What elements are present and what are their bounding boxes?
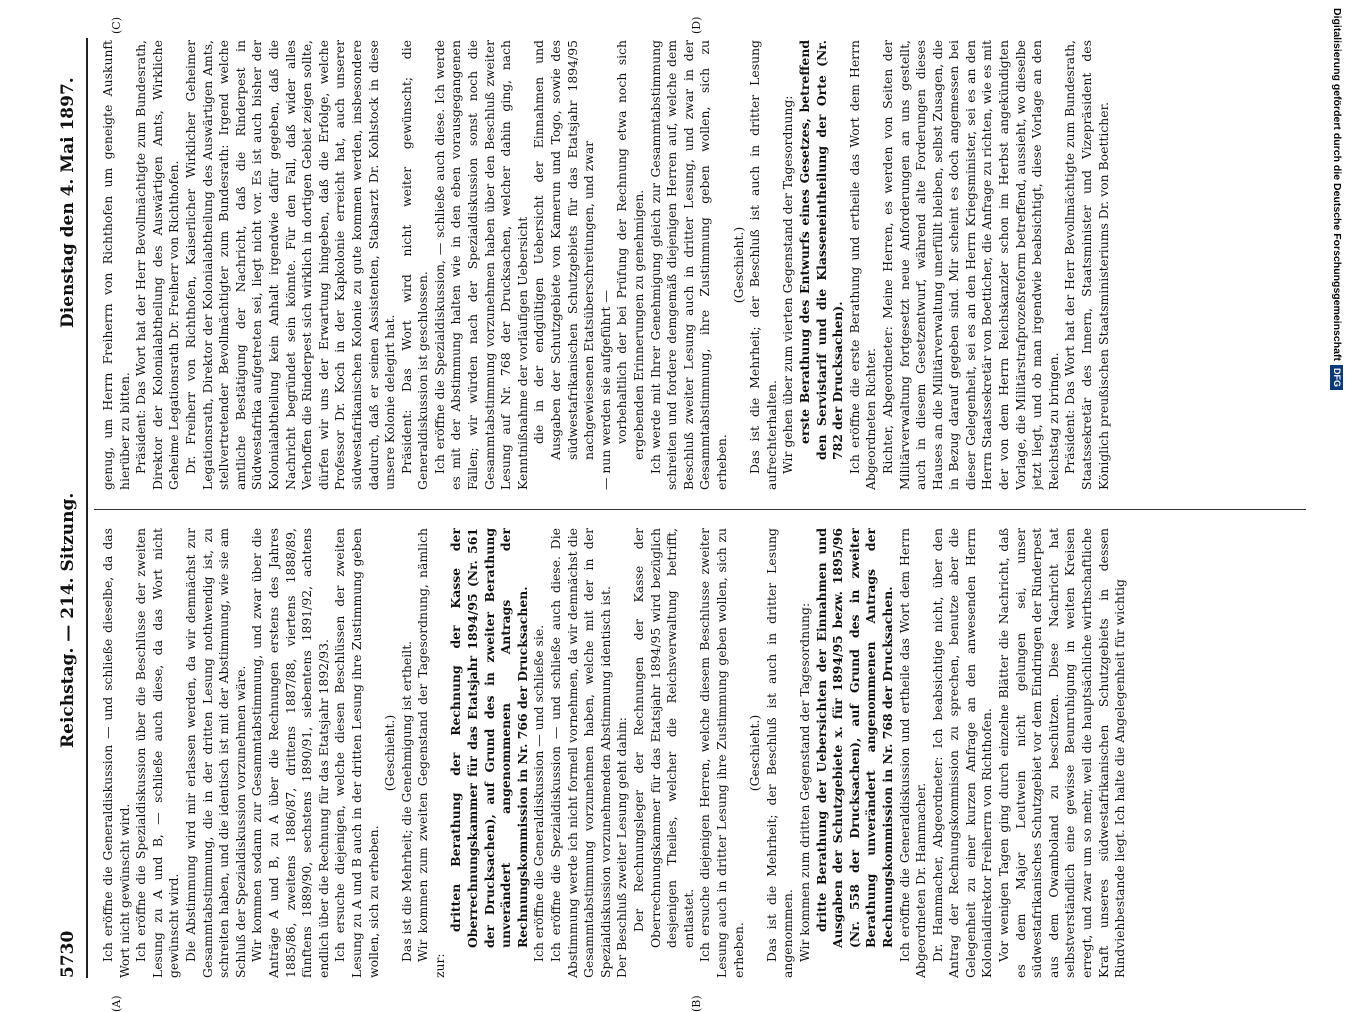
resolution-text: vorbehaltlich der bei Prüfung der Rechnung etwa noch sich ergebenden Erinnerungen zu genehmigen. <box>614 40 646 460</box>
credit-text: Digitalisierung gefördert durch die Deutsche Forschungsgemeinschaft <box>1331 8 1343 361</box>
speech: Dr. Freiherr von Richthofen, Kaiserlicher Wirklicher Geheimer Legationsrath, Direktor der Kolonialabtheilung des Auswärtigen Amts, stellvertretender Bevollmächtigter zum Bundesrath: Irgend welche amtliche Bestätigung der Nachricht, daß die Rinderpest in Südwestafrika aufgetreten sei, liegt nicht vor. Es ist auch bisher der Kolonialabtheilung kein Anhalt irgendwie dafür gegeben, daß die Nachricht begründet sein könnte. Für den Fall, daß wider alles Verhoffen die Rinderpest sich wirklich in dortigen Gebiet zeigen sollte, dürfen wir uns der Erwartung hingeben, daß die Erfolge, welche Professor Dr. Koch in der Kapkolonie erreicht hat, auch unserer südwestafrikanischen Kolonie zu gute kommen werden, insbesondere dadurch, daß er seinen Assistenten, Stabsarzt Dr. Kohlstock in diese unsere Kolonie delegirt hat. <box>182 40 398 490</box>
header-rule <box>86 38 88 978</box>
right-column <box>100 40 1305 490</box>
paragraph: Ich werde mit Ihrer Genehmigung gleich zur Gesammtabstimmung schreiten und fordere demgemäß diejenigen Herren auf, welche dem Beschluß zweiter Lesung auch in dritter Lesung, und zwar in der Gesammtabstimmung, ihre Zustimmung geben wollen, sich zu erheben. <box>647 40 729 490</box>
paragraph: Das ist die Mehrheit; der Beschluß ist auch in dritter Lesung aufrechterhalten. <box>747 40 779 490</box>
speech: Präsident: Das Wort wird nicht weiter gewünscht; die Generaldiskussion ist geschlossen. <box>398 40 431 490</box>
paragraph: Ich eröffne die Generaldiskussion — und schließe dieselbe, da das Wort nicht gewünscht wird. <box>100 528 132 978</box>
paragraph: Ich eröffne die Spezialdiskussion, — schließe auch diese. Ich werde es mit der Abstimmung halten wie in den eben vorausgegangenen Fällen; wir würden nach der Spezialdiskussion sonst noch die Gesammtabstimmung vorzunehmen haben über den Beschluß zweiter Lesung auf Nr. 768 der Drucksachen, welcher dahin ging, nach Kenntnißnahme der vorläufigen Uebersicht <box>431 40 530 490</box>
speech: Präsident: Das Wort hat der Herr Bevollmächtigte zum Bundesrath, Staatssekretär des Innern, Staatsminister und Vizepräsident des Königlich preußischen Staatsministeriums Dr. von Boetticher. <box>1062 40 1111 490</box>
margin-marker-d: (D) <box>690 16 703 34</box>
margin-marker-b: (B) <box>690 995 703 1012</box>
agenda-item: erste Berathung des Entwurfs eines Gesetzes, betreffend den Servistarif und die Klasseneintheilung der Orte (Nr. 782 der Drucksachen). <box>796 40 846 460</box>
margin-marker-a: (A) <box>110 995 123 1012</box>
paragraph: Die Abstimmung wird mir erlassen werden, da wir demnächst zur Gesammtabstimmung, die in der dritten Lesung nothwendig ist, zu schreiten haben, und die identisch ist mit der Abstimmung, wie sie am Schluß der Spezialdiskussion vorzunehmen wäre. <box>182 528 248 978</box>
paragraph: Wir gehen über zum vierten Gegenstand der Tagesordnung: <box>780 95 796 474</box>
paragraph: Wir kommen sodann zur Gesammtabstimmung, und zwar über die Anträge A und B, zu A über die Rechnungen erstens des Jahres 1885/86, zweitens 1886/87, drittens 1887/88, viertens 1888/89, fünftens 1889/90, sechstens 1890/91, siebentens 1891/92, achtens endlich über die Rechnung für das Etatsjahr 1892/93. <box>249 528 331 978</box>
paragraph: Ich eröffne die Generaldiskussion und ertheile das Wort dem Herrn Abgeordneten Dr. Hammacher. <box>896 528 929 978</box>
paragraph: Der Beschluß zweiter Lesung geht dahin: <box>614 717 630 978</box>
stage-direction: (Geschieht.) <box>730 226 746 304</box>
stage-direction: (Geschieht.) <box>382 714 398 792</box>
running-title-right: Dienstag den 4. Mai 1897. <box>58 77 78 328</box>
speech: Dr. Hammacher, Abgeordneter: Ich beabsichtige nicht, über den Antrag der Rechnungskommission zu sprechen, benutze aber die Gelegenheit zu einer kurzen Anfrage an den anwesenden Herrn Kolonialdirektor Freiherrn von Richthofen. <box>929 528 995 978</box>
stage-direction: (Geschieht.) <box>747 714 763 792</box>
running-title-left: Reichstag. — 214. Sitzung. <box>58 492 78 748</box>
left-column <box>100 528 1305 978</box>
agenda-item: dritte Berathung der Uebersichten der Einnahmen und Ausgaben der Schutzgebiete x. für 1894/95 bezw. 1895/96 (Nr. 558 der Drucksachen), auf Grund des in zweiter Berathung unverändert angenommenen Antrags der Rechnungskommission in Nr. 768 der Drucksachen. <box>813 528 895 948</box>
paragraph: genug, um Herrn Freiherrn von Richthofen um geneigte Auskunft hierüber zu bitten. <box>100 40 132 490</box>
paragraph: Ich eröffne die Spezialdiskussion über die Beschlüsse der zweiten Lesung zu A und B, — schließe auch diese, da das Wort nicht gewünscht wird. <box>133 528 182 978</box>
speech: Richter, Abgeordneter: Meine Herren, es werden von Seiten der Militärverwaltung fortgesetzt neue Anforderungen an uns gestellt, auch in diesem Gesetzentwurf, während alte Forderungen dieses Hauses an die Militärverwaltung unerfüllt bleiben, selbst Zusagen, die in Bezug darauf gegeben sind. Mir scheint es doch angemessen bei dieser Gelegenheit, sei es an den Herrn Kriegsminister, sei es an den Herrn Staatssekretär von Boetticher, die Anfrage zu richten, wie es mit der von dem Herrn Reichskanzler schon im Herbst angekündigten Vorlage, die Militärstrafprozeßreform betreffend, aussieht, wo dieselbe jetzt liegt, und ob man irgendwie beabsichtigt, diese Vorlage an den Reichstag zu bringen. <box>879 40 1061 490</box>
document-page <box>50 16 1310 1012</box>
paragraph: Das ist die Mehrheit; der Beschluß ist auch in dritter Lesung angenommen. <box>763 528 796 978</box>
paragraph: Ich eröffne die Generaldiskussion — und schließe sie. <box>531 624 547 962</box>
dfg-logo: DFG <box>1330 365 1343 390</box>
resolution-text: Der Rechnungsleger der Rechnungen der Kasse der Oberrechnungskammer für das Etatsjahr 1894/95 wird bezüglich desjenigen Theiles, welcher die Reichsverwaltung betrifft, entlastet. <box>631 528 696 948</box>
paragraph: Ich ersuche diejenigen, welche diesen Beschlüssen der zweiten Lesung zu A und B auch in der dritten Lesung ihre Zustimmung geben wollen, sich zu erheben. <box>332 528 381 978</box>
speech: Vor wenigen Tagen ging durch einzelne Blätter die Nachricht, daß es dem Major Leutwein nicht gelungen sei, unser südwestafrikanisches Schutzgebiet vor dem Eindringen der Rinderpest aus dem Owamboland zu beschützen. Diese Nachricht hat selbstverständlich eine gewisse Beunruhigung in weiten Kreisen erregt, und zwar um so mehr, weil die hauptsächliche wirthschaftliche Kraft unseres südwestafrikanischen Schutzgebiets in dessen Rindviehbestande liegt. Ich halte die Angelegenheit für wichtig <box>996 528 1128 978</box>
digitization-credit <box>1330 8 1343 390</box>
paragraph: Ich eröffne die Spezialdiskussion — und schließe auch diese. Die Abstimmung werde ich nicht formell vornehmen, da wir demnächst die Gesammtabstimmung vorzunehmen haben, welche mit der in der Spezialdiskussion vorzunehmenden Abstimmung identisch ist. <box>548 528 613 978</box>
paragraph: — nun werden sie aufgeführt — <box>597 290 613 490</box>
page-header <box>50 38 86 978</box>
page-number: 5730 <box>58 930 78 978</box>
speech: Präsident: Das Wort hat der Herr Bevollmächtigte zum Bundesrath, Direktor der Kolonialabtheilung des Auswärtigen Amts, Wirkliche Geheime Legationsrath Dr. Freiherr von Richthofen. <box>133 40 182 490</box>
margin-marker-c: (C) <box>110 17 123 34</box>
paragraph: Ich eröffne die erste Berathung und ertheile das Wort dem Herrn Abgeordneten Richter. <box>846 40 879 490</box>
paragraph: Wir kommen zum zweiten Gegenstand der Tagesordnung, nämlich zur: <box>415 528 447 978</box>
paragraph: Ich ersuche diejenigen Herren, welche diesem Beschlusse zweiter Lesung auch in dritter Lesung ihre Zustimmung geben wollen, sich zu erheben. <box>697 528 746 978</box>
paragraph: Wir kommen zum dritten Gegenstand der Tagesordnung: <box>796 602 812 962</box>
agenda-item: dritten Berathung der Rechnung der Kasse der Oberrechnungskammer für das Etatsjahr 1894/95 (Nr. 561 der Drucksachen), auf Grund des in zweiter Berathung unverändert angenommenen Antrags der Rechnungskommission in Nr. 766 der Drucksachen. <box>448 528 530 948</box>
resolution-text: die in der endgültigen Uebersicht der Einnahmen und Ausgaben der Schutzgebiete von Kamerun und Togo, sowie des südwestafrikanischen Schutzgebiets für das Etatsjahr 1894/95 nachgewiesenen Etatsüberschreitungen, und zwar <box>531 40 597 460</box>
column-divider <box>94 509 1306 510</box>
paragraph: Das ist die Mehrheit; die Genehmigung ist ertheilt. <box>398 640 414 962</box>
